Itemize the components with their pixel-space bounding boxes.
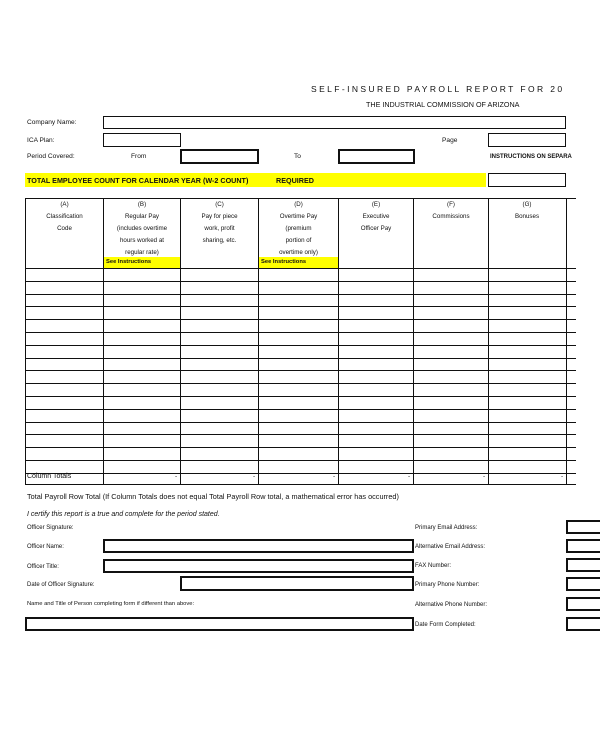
date-signature-label: Date of Officer Signature:	[27, 582, 95, 588]
table-row-line	[25, 409, 576, 410]
page-field[interactable]	[488, 133, 566, 147]
col-g-header: (G) Bonuses	[514, 201, 540, 220]
col-b-header: (B) Regular Pay (includes overtime hours worked at regular rate)	[116, 201, 168, 256]
report-title: SELF-INSURED PAYROLL REPORT FOR 20	[311, 84, 565, 94]
table-row-line	[25, 319, 576, 320]
officer-name-field[interactable]	[103, 539, 414, 553]
primary-email-label: Primary Email Address:	[415, 525, 478, 531]
certify-text: I certify this report is a true and complete for the period stated.	[27, 511, 220, 518]
required-label: REQUIRED	[276, 176, 314, 185]
col-d-see-instructions: See Instructions	[259, 257, 338, 268]
col-b-see-instructions: See Instructions	[104, 257, 180, 268]
total-row-text: Total Payroll Row Total (If Column Totals does not equal Total Payroll Row total, a mathematical error has occurred)	[27, 492, 399, 501]
date-completed-field[interactable]	[566, 617, 600, 631]
col-divider	[413, 198, 414, 484]
table-row-line	[25, 396, 576, 397]
col-divider	[566, 198, 567, 484]
fax-label: FAX Number:	[415, 563, 452, 569]
company-name-label: Company Name:	[27, 119, 77, 126]
to-date-field[interactable]	[338, 149, 415, 164]
table-row-line	[25, 434, 576, 435]
table-row-line	[25, 268, 576, 269]
col-divider	[258, 198, 259, 484]
officer-signature-label: Officer Signature:	[27, 525, 74, 531]
to-label: To	[294, 153, 301, 160]
total-g: -	[561, 473, 564, 480]
page-label: Page	[442, 137, 458, 144]
from-label: From	[131, 153, 147, 160]
table-row-line	[25, 422, 576, 423]
total-f: -	[483, 473, 486, 480]
person-completing-field[interactable]	[25, 617, 414, 631]
officer-title-field[interactable]	[103, 559, 414, 573]
officer-name-label: Officer Name:	[27, 544, 64, 550]
employee-count-field[interactable]	[488, 173, 566, 187]
table-row-line	[25, 358, 576, 359]
alt-phone-label: Alternative Phone Number:	[415, 602, 488, 608]
col-d-header: (D) Overtime Pay (premium portion of overtime only)	[279, 201, 318, 256]
primary-phone-label: Primary Phone Number:	[415, 582, 480, 588]
period-covered-label: Period Covered:	[27, 153, 75, 160]
table-row-line	[25, 345, 576, 346]
col-c-header: (C) Pay for piece work, profit sharing, etc.	[201, 201, 238, 244]
person-completing-label: Name and Title of Person completing form if different than above:	[27, 601, 195, 607]
report-subtitle: THE INDUSTRIAL COMMISSION OF ARIZONA	[366, 100, 520, 109]
fax-field[interactable]	[566, 558, 600, 572]
col-f-header: (F) Commissions	[432, 201, 470, 220]
table-row-line	[25, 473, 576, 474]
officer-title-label: Officer Title:	[27, 564, 59, 570]
date-signature-field[interactable]	[180, 576, 414, 591]
table-row-line	[25, 306, 576, 307]
ica-plan-label: ICA Plan:	[27, 137, 55, 144]
table-row-line	[25, 460, 576, 461]
primary-email-field[interactable]	[566, 520, 600, 534]
col-divider	[180, 198, 181, 484]
table-row-line	[25, 447, 576, 448]
total-e: -	[408, 473, 411, 480]
col-e-header: (E) Executive Officer Pay	[360, 201, 392, 232]
ica-plan-field[interactable]	[103, 133, 181, 147]
total-d: -	[333, 473, 336, 480]
total-c: -	[253, 473, 256, 480]
total-b: -	[175, 473, 178, 480]
table-left-border	[25, 198, 26, 484]
alt-email-field[interactable]	[566, 539, 600, 553]
table-bottom-border	[25, 484, 576, 485]
col-divider	[488, 198, 489, 484]
date-completed-label: Date Form Completed:	[415, 622, 476, 628]
col-a-header: (A) Classification Code	[46, 201, 83, 232]
company-name-field[interactable]	[103, 116, 566, 129]
col-divider	[338, 198, 339, 484]
table-row-line	[25, 383, 576, 384]
table-row-line	[25, 281, 576, 282]
employee-count-label: TOTAL EMPLOYEE COUNT FOR CALENDAR YEAR (W-2 COUNT)	[27, 176, 249, 185]
alt-email-label: Alternative Email Address:	[415, 544, 486, 550]
table-row-line	[25, 332, 576, 333]
primary-phone-field[interactable]	[566, 577, 600, 591]
table-row-line	[25, 370, 576, 371]
from-date-field[interactable]	[180, 149, 259, 164]
instructions-note: INSTRUCTIONS ON SEPARA	[490, 154, 572, 160]
col-divider	[103, 198, 104, 484]
table-row-line	[25, 294, 576, 295]
alt-phone-field[interactable]	[566, 597, 600, 611]
column-totals-label: Column Totals	[27, 473, 72, 480]
